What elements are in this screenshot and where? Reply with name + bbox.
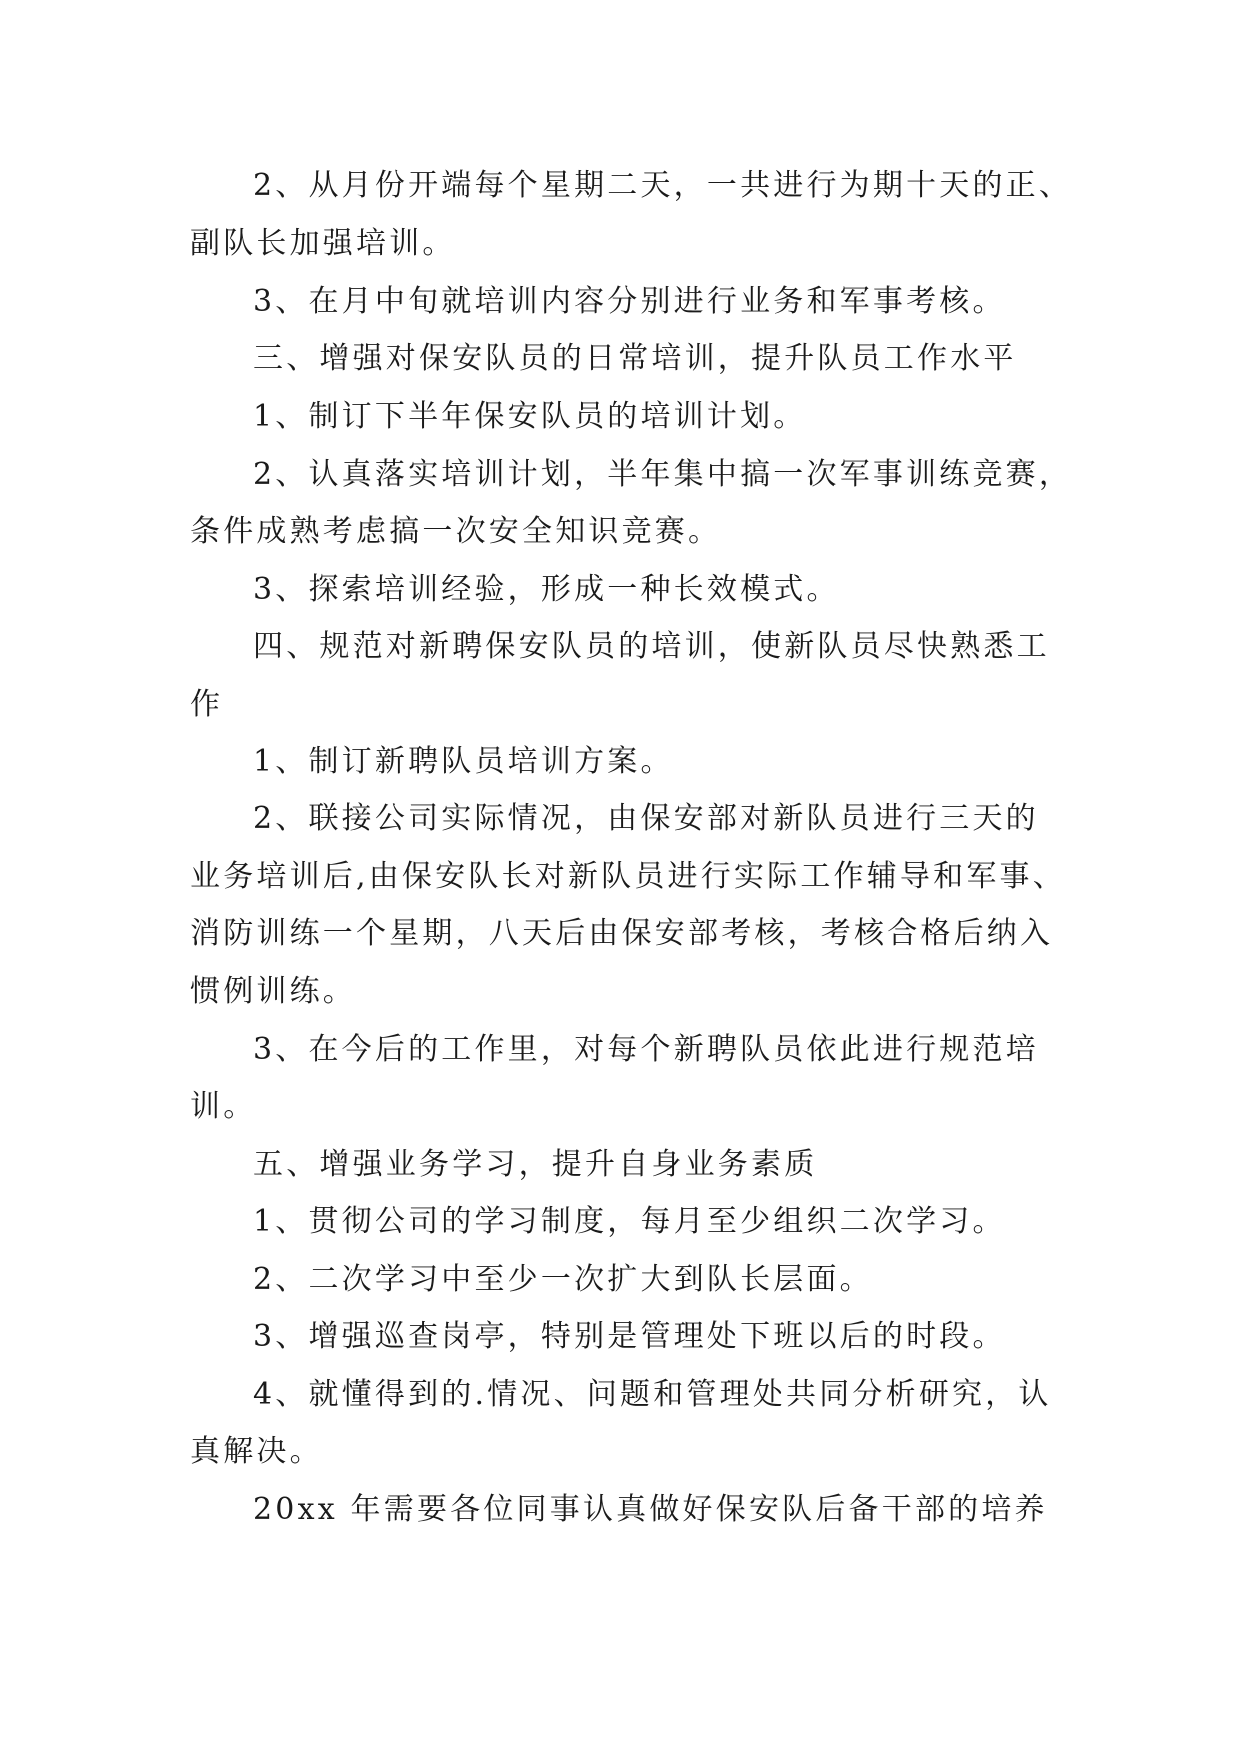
paragraph-line: 1、贯彻公司的学习制度，每月至少组织二次学习。 (253, 1204, 1006, 1239)
paragraph-line: 1、制订下半年保安队员的培训计划。 (253, 399, 807, 434)
paragraph-line: 3、探索培训经验，形成一种长效模式。 (253, 572, 840, 607)
paragraph-line: 4、就懂得到的.情况、问题和管理处共同分析研究，认 (253, 1377, 1052, 1412)
paragraph-line: 2、认真落实培训计划，半年集中搞一次军事训练竞赛， (253, 457, 1073, 492)
paragraph-line: 3、在今后的工作里，对每个新聘队员依此进行规范培 (253, 1032, 1039, 1067)
section-heading: 作 (190, 687, 224, 722)
paragraph-line: 3、增强巡查岗亭，特别是管理处下班以后的时段。 (253, 1319, 1006, 1354)
section-heading: 三、增强对保安队员的日常培训，提升队员工作水平 (253, 341, 1017, 376)
paragraph-line: 惯例训练。 (190, 974, 356, 1009)
section-heading: 四、规范对新聘保安队员的培训，使新队员尽快熟悉工 (253, 629, 1050, 664)
paragraph-line: 消防训练一个星期，八天后由保安部考核，考核合格后纳入 (190, 916, 1054, 951)
paragraph-line: 条件成熟考虑搞一次安全知识竞赛。 (190, 514, 722, 549)
paragraph-line: 业务培训后,由保安队长对新队员进行实际工作辅导和军事、 (190, 859, 1066, 894)
section-heading: 五、增强业务学习，提升自身业务素质 (253, 1147, 818, 1182)
paragraph-line: 训。 (190, 1089, 257, 1124)
paragraph-line: 副队长加强培训。 (190, 226, 456, 261)
paragraph-line: 2、从月份开端每个星期二天，一共进行为期十天的正、 (253, 168, 1073, 203)
paragraph-line: 2、二次学习中至少一次扩大到队长层面。 (253, 1262, 873, 1297)
paragraph-line: 20xx 年需要各位同事认真做好保安队后备干部的培养 (253, 1492, 1048, 1527)
paragraph-line: 1、制订新聘队员培训方案。 (253, 744, 674, 779)
paragraph-line: 真解决。 (190, 1434, 323, 1469)
paragraph-line: 2、联接公司实际情况，由保安部对新队员进行三天的 (253, 801, 1039, 836)
paragraph-line: 3、在月中旬就培训内容分别进行业务和军事考核。 (253, 284, 1006, 319)
